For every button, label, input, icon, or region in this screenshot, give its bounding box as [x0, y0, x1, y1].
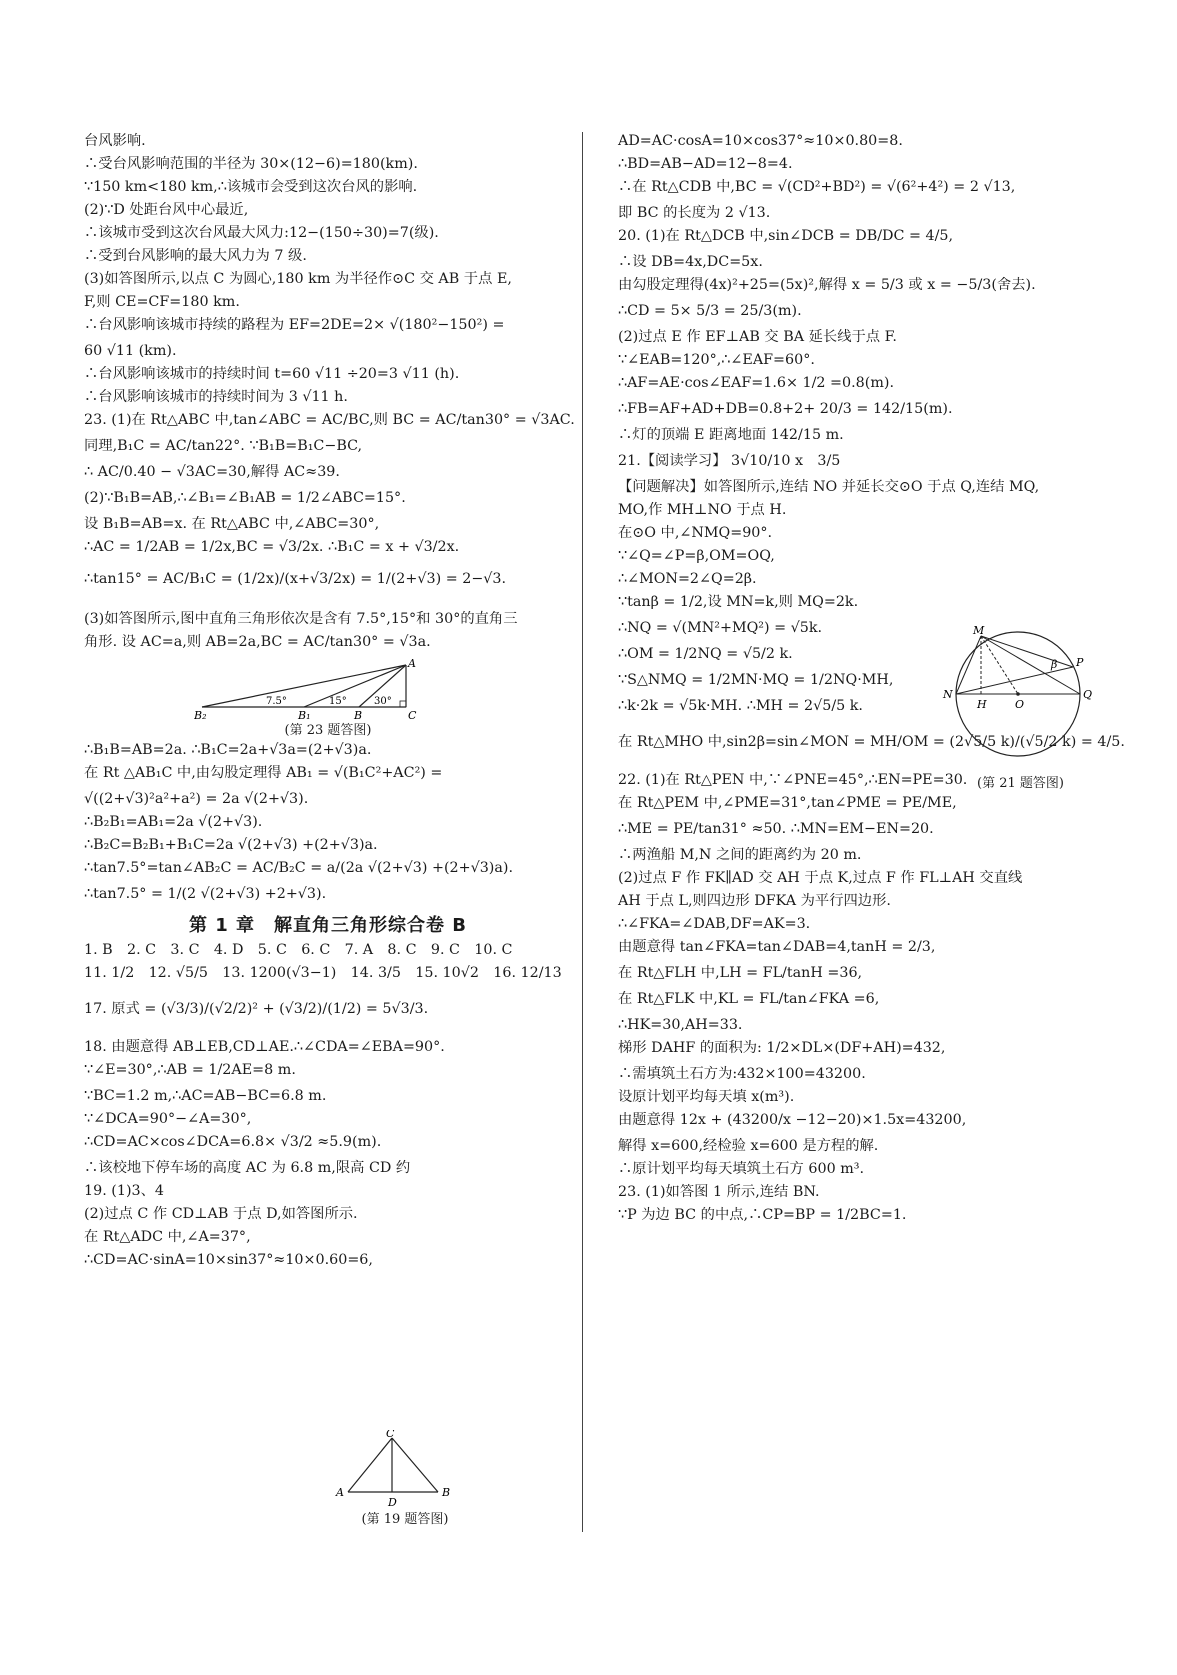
left-line: ∴B₂B₁=AB₁=2a √(2+√3). [84, 814, 263, 830]
right-line: ∴OM = 1/2NQ = √5/2 k. [618, 646, 793, 662]
right-line: 在 Rt△MHO 中,sin2β=sin∠MON = MH/OM = (2√5/5 k)/(√5/2 k) = 4/5. [618, 734, 1125, 750]
right-line: AH 于点 L,则四边形 DFKA 为平行四边形. [618, 893, 891, 909]
right-line: ∴AF=AE·cos∠EAF=1.6× 1/2 =0.8(m). [618, 375, 895, 391]
left-line: 19. (1)3、4 [84, 1183, 165, 1199]
left-line: 17. 原式 = (√3/3)/(√2/2)² + (√3/2)/(1/2) = 5√3/3. [84, 1001, 429, 1017]
right-line: 21.【阅读学习】 3√10/10 x 3/5 [618, 453, 841, 469]
right-line: ∴ME = PE/tan31° ≈50. ∴MN=EM−EN=20. [618, 821, 934, 837]
left-line: 18. 由题意得 AB⊥EB,CD⊥AE.∴∠CDA=∠EBA=90°. [84, 1039, 445, 1055]
left-line: 在 Rt △AB₁C 中,由勾股定理得 AB₁ = √(B₁C²+AC²) = [84, 765, 443, 781]
right-line: ∴CD = 5× 5/3 = 25/3(m). [618, 303, 802, 319]
left-line: ∴受台风影响范围的半径为 30×(12−6)=180(km). [84, 156, 418, 172]
label-C: C [408, 709, 417, 721]
left-line: ∵∠E=30°,∴AB = 1/2AE=8 m. [84, 1062, 296, 1078]
left-line: F,则 CE=CF=180 km. [84, 294, 240, 310]
right-line: ∵∠Q=∠P=β,OM=OQ, [618, 548, 775, 564]
right-line: ∴HK=30,AH=33. [618, 1017, 743, 1033]
left-column [84, 132, 575, 1274]
right-line: ∵∠EAB=120°,∴∠EAF=60°. [618, 352, 815, 368]
right-line: 在 Rt△FLK 中,KL = FL/tan∠FKA =6, [618, 991, 880, 1007]
answer-line: 11. 1/2 12. √5/5 13. 1200(√3−1) 14. 3/5 15. 10√2 16. 12/13 [84, 965, 562, 981]
right-line: 梯形 DAHF 的面积为: 1/2×DL×(DF+AH)=432, [618, 1040, 946, 1056]
angle-30: 30° [374, 696, 392, 707]
right-line: (2)过点 E 作 EF⊥AB 交 BA 延长线于点 F. [618, 329, 897, 345]
right-line: 22. (1)在 Rt△PEN 中,∵∠PNE=45°,∴EN=PE=30. [618, 772, 968, 788]
left-line: ∴CD=AC·sinA=10×sin37°≈10×0.60=6, [84, 1252, 373, 1268]
figure-19-caption: (第 19 题答图) [361, 1512, 449, 1527]
figure-23 [84, 659, 572, 741]
left-line: ∴tan7.5° = 1/(2 √(2+√3) +2+√3). [84, 886, 327, 902]
left-line: 角形. 设 AC=a,则 AB=2a,BC = AC/tan30° = √3a. [84, 634, 431, 650]
figure-21-caption: (第 21 题答图) [977, 776, 1064, 791]
right-line: ∵S△NMQ = 1/2MN·MQ = 1/2NQ·MH, [618, 672, 894, 688]
left-line: ∵∠DCA=90°−∠A=30°, [84, 1111, 252, 1127]
right-line: ∴∠MON=2∠Q=2β. [618, 571, 757, 587]
left-line: 台风影响. [84, 133, 146, 149]
label-C: C [386, 1430, 395, 1440]
angle-15: 15° [329, 696, 347, 707]
right-line: ∴∠FKA=∠DAB,DF=AK=3. [618, 916, 811, 932]
right-line: 由题意得 12x + (43200/x −12−20)×1.5x=43200, [618, 1112, 967, 1128]
right-line: ∴需填筑土石方为:432×100=43200. [618, 1066, 866, 1082]
right-line: ∴灯的顶端 E 距离地面 142/15 m. [618, 427, 844, 443]
chapter-title: 第 1 章 解直角三角形综合卷 B [188, 915, 468, 936]
left-line: ∴ AC/0.40 − √3AC=30,解得 AC≈39. [84, 464, 340, 480]
left-line: 同理,B₁C = AC/tan22°. ∵B₁B=B₁C−BC, [84, 438, 363, 454]
right-line: ∵P 为边 BC 的中点,∴CP=BP = 1/2BC=1. [618, 1207, 907, 1223]
label-Q: Q [1083, 688, 1093, 701]
right-line: ∴BD=AB−AD=12−8=4. [618, 156, 793, 172]
right-line: ∴两渔船 M,N 之间的距离约为 20 m. [618, 847, 862, 863]
right-line: ∴NQ = √(MN²+MQ²) = √5k. [618, 620, 823, 636]
right-line: ∴FB=AF+AD+DB=0.8+2+ 20/3 = 142/15(m). [618, 401, 953, 417]
left-line: (2)∵B₁B=AB,∴∠B₁=∠B₁AB = 1/2∠ABC=15°. [84, 490, 406, 506]
angle-7-5: 7.5° [266, 696, 287, 707]
right-line: 由勾股定理得(4x)²+25=(5x)²,解得 x = 5/3 或 x = −5/3(舍去). [618, 277, 1036, 293]
right-line: 解得 x=600,经检验 x=600 是方程的解. [618, 1138, 879, 1154]
left-line: ∴受到台风影响的最大风力为 7 级. [84, 248, 307, 264]
left-line: ∴CD=AC×cos∠DCA=6.8× √3/2 ≈5.9(m). [84, 1134, 382, 1150]
right-line: MO,作 MH⊥NO 于点 H. [618, 502, 787, 518]
label-H: H [977, 698, 987, 711]
left-line: ∴B₁B=AB=2a. ∴B₁C=2a+√3a=(2+√3)a. [84, 742, 372, 758]
right-line: 在⊙O 中,∠NMQ=90°. [618, 525, 773, 541]
label-B: B [354, 709, 363, 721]
left-line: ∴B₂C=B₂B₁+B₁C=2a √(2+√3) +(2+√3)a. [84, 837, 378, 853]
figure-19-diagram [330, 1430, 480, 1508]
right-column [618, 132, 1125, 1232]
right-line: ∴在 Rt△CDB 中,BC = √(CD²+BD²) = √(6²+4²) = 2 √13, [618, 179, 1016, 195]
label-B1: B₁ [298, 709, 311, 721]
left-line: 60 √11 (km). [84, 343, 177, 359]
right-line: AD=AC·cosA=10×cos37°≈10×0.80=8. [618, 133, 903, 149]
left-line: (2)过点 C 作 CD⊥AB 于点 D,如答图所示. [84, 1206, 358, 1222]
left-line: ∴tan7.5°=tan∠AB₂C = AC/B₂C = a/(2a √(2+√3) +(2+√3)a). [84, 860, 514, 876]
left-line: 在 Rt△ADC 中,∠A=37°, [84, 1229, 251, 1245]
label-O: O [1015, 698, 1025, 711]
left-line: ∵150 km<180 km,∴该城市会受到这次台风的影响. [84, 179, 418, 195]
figure-21 [933, 622, 1108, 792]
right-line: 【问题解决】如答图所示,连结 NO 并延长交⊙O 于点 Q,连结 MQ, [618, 479, 1040, 495]
label-A: A [408, 659, 416, 670]
label-M: M [973, 624, 985, 637]
right-line: 在 Rt△PEM 中,∠PME=31°,tan∠PME = PE/ME, [618, 795, 957, 811]
label-P: P [1076, 656, 1084, 669]
left-line: (2)∵D 处距台风中心最近, [84, 202, 249, 218]
figure-23-diagram [194, 659, 454, 721]
left-line: ∴tan15° = AC/B₁C = (1/2x)/(x+√3/2x) = 1/(2+√3) = 2−√3. [84, 571, 507, 587]
right-line: ∴k·2k = √5k·MH. ∴MH = 2√5/5 k. [618, 698, 863, 714]
label-B: B [442, 1486, 451, 1499]
left-line: 设 B₁B=AB=x. 在 Rt△ABC 中,∠ABC=30°, [84, 516, 380, 532]
left-line: ∴该城市受到这次台风最大风力:12−(150÷30)=7(级). [84, 225, 439, 241]
left-line: 23. (1)在 Rt△ABC 中,tan∠ABC = AC/BC,则 BC = AC/tan30° = √3AC. [84, 412, 575, 428]
right-line: ∴原计划平均每天填筑土石方 600 m³. [618, 1161, 865, 1177]
label-N: N [943, 688, 953, 701]
answer-line: 1. B 2. C 3. C 4. D 5. C 6. C 7. A 8. C 9. C 10. C [84, 942, 513, 958]
figure-21-diagram [933, 622, 1108, 772]
label-D: D [388, 1496, 397, 1508]
left-line: (3)如答图所示,以点 C 为圆心,180 km 为半径作⊙C 交 AB 于点 E, [84, 271, 512, 287]
right-line: 在 Rt△FLH 中,LH = FL/tanH =36, [618, 965, 863, 981]
figure-19 [330, 1430, 480, 1528]
label-B2: B₂ [194, 709, 207, 721]
right-line: 由题意得 tan∠FKA=tan∠DAB=4,tanH = 2/3, [618, 939, 936, 955]
label-beta: β [1051, 658, 1058, 671]
left-line: ∵BC=1.2 m,∴AC=AB−BC=6.8 m. [84, 1088, 327, 1104]
right-line: ∴设 DB=4x,DC=5x. [618, 254, 763, 270]
right-line: 即 BC 的长度为 2 √13. [618, 205, 771, 221]
left-line: √((2+√3)²a²+a²) = 2a √(2+√3). [84, 791, 309, 807]
right-line: 23. (1)如答图 1 所示,连结 BN. [618, 1184, 820, 1200]
right-line: 设原计划平均每天填 x(m³). [618, 1089, 795, 1105]
left-line: ∴AC = 1/2AB = 1/2x,BC = √3/2x. ∴B₁C = x + √3/2x. [84, 539, 460, 555]
column-divider [582, 132, 583, 1532]
left-line: ∴台风影响该城市的持续时间为 3 √11 h. [84, 389, 348, 405]
left-line: ∴台风影响该城市的持续时间 t=60 √11 ÷20=3 √11 (h). [84, 366, 460, 382]
right-line: ∵tanβ = 1/2,设 MN=k,则 MQ=2k. [618, 594, 859, 610]
right-line: 20. (1)在 Rt△DCB 中,sin∠DCB = DB/DC = 4/5, [618, 228, 954, 244]
right-line: (2)过点 F 作 FK∥AD 交 AH 于点 K,过点 F 作 FL⊥AH 交直线 [618, 870, 1023, 886]
left-line: ∴该校地下停车场的高度 AC 为 6.8 m,限高 CD 约 [84, 1160, 411, 1176]
left-line: ∴台风影响该城市持续的路程为 EF=2DE=2× √(180²−150²) = [84, 317, 505, 333]
label-A: A [336, 1486, 344, 1499]
left-line: (3)如答图所示,图中直角三角形依次是含有 7.5°,15°和 30°的直角三 [84, 611, 518, 627]
figure-23-caption: (第 23 题答图) [284, 723, 372, 738]
